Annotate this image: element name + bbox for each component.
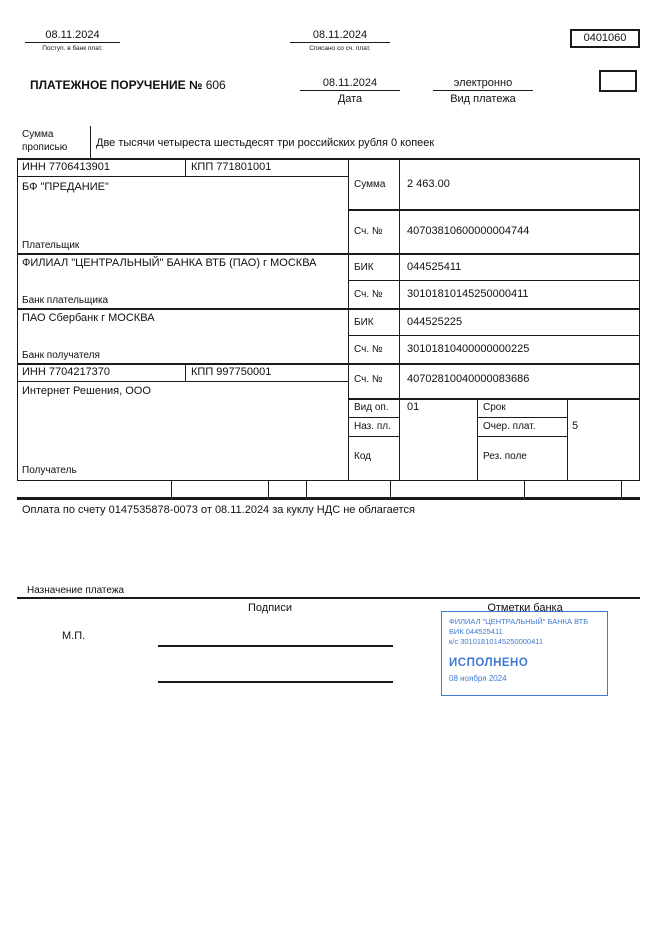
payer-kpp: КПП 771801001 bbox=[191, 161, 272, 173]
amount-label: Сумма bbox=[354, 179, 386, 190]
beneficiary-kpp: КПП 997750001 bbox=[191, 366, 272, 378]
op-kind-value: 01 bbox=[407, 401, 420, 413]
beneficiary-account-label: Сч. № bbox=[354, 374, 383, 385]
grid-line bbox=[348, 335, 640, 336]
beneficiary-name: Интернет Решения, ООО bbox=[22, 385, 151, 397]
grid-line bbox=[90, 126, 91, 158]
document-title bbox=[30, 79, 226, 92]
signatures-label: Подписи bbox=[248, 602, 292, 614]
grid-line bbox=[348, 209, 640, 211]
payer-bank-account-label: Сч. № bbox=[354, 289, 383, 300]
payment-kind-value: электронно bbox=[433, 77, 533, 91]
amount-words-label: Сумма прописью bbox=[22, 129, 68, 153]
payer-bank-label: Банк плательщика bbox=[22, 295, 109, 306]
bank-stamp bbox=[441, 611, 608, 696]
beneficiary-label: Получатель bbox=[22, 465, 77, 476]
grid-line bbox=[639, 158, 640, 481]
stamp-status: ИСПОЛНЕНО bbox=[449, 657, 529, 669]
grid-line bbox=[17, 497, 640, 500]
grid-line bbox=[477, 417, 567, 418]
beneficiary-bank-account-label: Сч. № bbox=[354, 344, 383, 355]
beneficiary-bank-account-value: 30101810400000000225 bbox=[407, 343, 530, 355]
grid-line bbox=[348, 280, 640, 281]
grid-line bbox=[17, 158, 18, 481]
purpose-code-label: Наз. пл. bbox=[354, 421, 391, 432]
bank-marks-label: Отметки банка bbox=[487, 602, 563, 614]
cell-divider bbox=[621, 480, 622, 498]
beneficiary-bank-name: ПАО Сбербанк г МОСКВА bbox=[22, 312, 155, 324]
beneficiary-account-value: 40702810040000083686 bbox=[407, 373, 530, 385]
received-date-label: Поступ. в банк плат. bbox=[42, 45, 103, 52]
stamp-place-label: М.П. bbox=[62, 630, 86, 642]
grid-line bbox=[185, 158, 186, 177]
beneficiary-inn: ИНН 7704217370 bbox=[22, 366, 111, 378]
grid-line bbox=[348, 398, 640, 400]
payment-purpose-label: Назначение платежа bbox=[27, 585, 125, 596]
payer-bank-bik-value: 044525411 bbox=[407, 261, 462, 273]
grid-line bbox=[399, 158, 400, 481]
status-code-box bbox=[599, 70, 637, 92]
beneficiary-bank-bik-value: 044525225 bbox=[407, 316, 463, 328]
cell-divider bbox=[390, 480, 391, 498]
cell-divider bbox=[171, 480, 172, 498]
signature-line bbox=[158, 645, 393, 647]
amount-value: 2 463.00 bbox=[407, 178, 450, 190]
payment-kind-label: Вид платежа bbox=[450, 93, 516, 105]
grid-line bbox=[477, 436, 567, 437]
grid-line bbox=[567, 398, 568, 481]
document-title-text: ПЛАТЕЖНОЕ ПОРУЧЕНИЕ № bbox=[30, 78, 203, 92]
received-date-value: 08.11.2024 bbox=[25, 29, 120, 43]
document-date-label: Дата bbox=[337, 93, 363, 105]
grid-line bbox=[17, 381, 348, 382]
payer-bank-account-value: 30101810145250000411 bbox=[407, 288, 529, 300]
grid-line bbox=[17, 308, 640, 310]
grid-line bbox=[17, 363, 640, 365]
stamp-date: 08 ноября 2024 bbox=[449, 674, 507, 683]
grid-line bbox=[17, 597, 640, 599]
payer-inn: ИНН 7706413901 bbox=[22, 161, 111, 173]
grid-line bbox=[17, 158, 640, 160]
priority-label: Очер. плат. bbox=[483, 421, 536, 432]
debited-date-label: Списано со сч. плат. bbox=[309, 45, 371, 52]
cell-divider bbox=[306, 480, 307, 498]
grid-line bbox=[185, 363, 186, 382]
stamp-corr-account: к/с 30101810145250000411 bbox=[449, 637, 544, 646]
code-label: Код bbox=[354, 451, 372, 462]
grid-line bbox=[17, 253, 640, 255]
grid-line bbox=[17, 480, 640, 481]
form-code-box: 0401060 bbox=[570, 29, 640, 48]
amount-words-value: Две тысячи четыреста шестьдесят три российских рубля 0 копеек bbox=[96, 137, 435, 149]
payment-purpose-text: Оплата по счету 0147535878-0073 от 08.11.2024 за куклу НДС не облагается bbox=[22, 504, 415, 516]
cell-divider bbox=[524, 480, 525, 498]
cell-divider bbox=[268, 480, 269, 498]
signature-line bbox=[158, 681, 393, 683]
payer-name: БФ "ПРЕДАНИЕ" bbox=[22, 181, 109, 193]
term-label: Срок bbox=[483, 402, 506, 413]
payer-bank-name: ФИЛИАЛ "ЦЕНТРАЛЬНЫЙ" БАНКА ВТБ (ПАО) г МОСКВА bbox=[22, 257, 317, 269]
grid-line bbox=[348, 417, 399, 418]
stamp-bik: БИК 044525411 bbox=[449, 627, 503, 636]
grid-line bbox=[348, 436, 399, 437]
document-number: 606 bbox=[205, 78, 226, 92]
debited-date-field bbox=[290, 29, 390, 52]
grid-line bbox=[17, 176, 348, 177]
op-kind-label: Вид оп. bbox=[354, 402, 389, 413]
document-date-value: 08.11.2024 bbox=[300, 77, 400, 91]
stamp-bank-name: ФИЛИАЛ "ЦЕНТРАЛЬНЫЙ" БАНКА ВТБ bbox=[449, 617, 589, 626]
received-date-field bbox=[25, 29, 120, 52]
grid-line bbox=[348, 158, 349, 481]
payer-account-label: Сч. № bbox=[354, 226, 383, 237]
payer-bank-bik-label: БИК bbox=[354, 262, 374, 273]
document-date-field bbox=[300, 77, 400, 105]
beneficiary-bank-label: Банк получателя bbox=[22, 350, 100, 361]
priority-value: 5 bbox=[572, 420, 579, 432]
payer-account-value: 40703810600000004744 bbox=[407, 225, 530, 237]
grid-line bbox=[477, 398, 478, 481]
payer-label: Плательщик bbox=[22, 240, 80, 251]
payment-kind-field bbox=[433, 77, 533, 105]
reserve-field-label: Рез. поле bbox=[483, 451, 527, 462]
beneficiary-bank-bik-label: БИК bbox=[354, 317, 374, 328]
debited-date-value: 08.11.2024 bbox=[290, 29, 390, 43]
